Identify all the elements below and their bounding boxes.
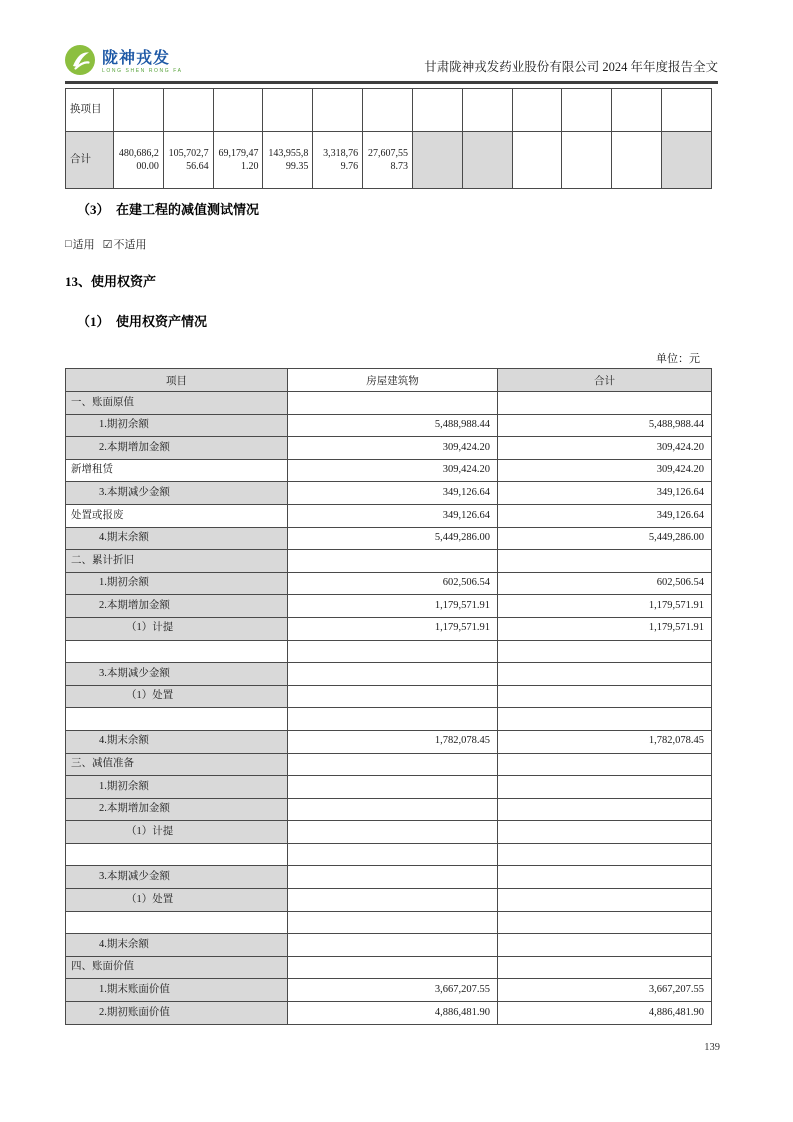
row-label-cell: 3.本期减少金额 [66, 866, 288, 889]
right-of-use-table [65, 368, 712, 1025]
value-cell: 309,424.20 [288, 437, 498, 460]
value-cell: 309,424.20 [288, 459, 498, 482]
value-cell: 5,449,286.00 [498, 527, 712, 550]
value-cell: 1,782,078.45 [288, 730, 498, 753]
table-row [66, 595, 712, 618]
value-cell: 4,886,481.90 [288, 1002, 498, 1025]
table-row [66, 798, 712, 821]
value-cell: 4,886,481.90 [498, 1002, 712, 1025]
table-row [66, 392, 712, 415]
brand-name-en: LONG SHEN RONG FA [102, 68, 183, 74]
column-header: 项目 [66, 369, 288, 392]
value-cell: 349,126.64 [288, 482, 498, 505]
table-row [66, 730, 712, 753]
value-cell [288, 640, 498, 663]
value-cell [612, 89, 662, 132]
table-row [66, 911, 712, 934]
table-row [66, 414, 712, 437]
value-cell: 5,488,988.44 [288, 414, 498, 437]
value-cell: 309,424.20 [498, 459, 712, 482]
column-header: 房屋建筑物 [288, 369, 498, 392]
row-label-cell: 合计 [66, 132, 114, 189]
row-label-cell: （1）处置 [66, 889, 288, 912]
value-cell: 1,179,571.91 [288, 595, 498, 618]
value-cell [562, 89, 612, 132]
row-label-cell: 1.期初余额 [66, 414, 288, 437]
row-label-cell: 4.期末余额 [66, 730, 288, 753]
value-cell: 349,126.64 [498, 504, 712, 527]
table-row [66, 663, 712, 686]
value-cell [114, 89, 164, 132]
value-cell [288, 685, 498, 708]
row-label-cell: 二、累计折旧 [66, 550, 288, 573]
value-cell [288, 753, 498, 776]
column-header: 合计 [498, 369, 712, 392]
row-label-cell [66, 708, 288, 731]
table-row [66, 550, 712, 573]
row-label-cell: 新增租赁 [66, 459, 288, 482]
value-cell [612, 132, 662, 189]
value-cell [498, 753, 712, 776]
value-cell [498, 889, 712, 912]
value-cell [313, 89, 363, 132]
value-cell: 1,179,571.91 [288, 617, 498, 640]
header-rule [65, 81, 718, 84]
table-row [66, 708, 712, 731]
value-cell [288, 708, 498, 731]
row-label-cell: 2.本期增加金额 [66, 798, 288, 821]
value-cell [498, 956, 712, 979]
value-cell: 349,126.64 [498, 482, 712, 505]
value-cell [462, 132, 512, 189]
value-cell [363, 89, 413, 132]
page-number: 139 [704, 1042, 720, 1053]
brand-name-cn: 陇神戎发 [102, 50, 171, 67]
value-cell [498, 708, 712, 731]
value-cell [288, 821, 498, 844]
row-label-cell: 2.本期增加金额 [66, 437, 288, 460]
table-row [66, 685, 712, 708]
value-cell [288, 663, 498, 686]
company-logo [64, 44, 183, 81]
table-row [66, 753, 712, 776]
table-row [66, 640, 712, 663]
right-of-use-heading: 13、使用权资产 [65, 274, 157, 289]
row-label-cell: 4.期末余额 [66, 934, 288, 957]
row-label-cell: 2.本期增加金额 [66, 595, 288, 618]
row-label-cell: （1）计提 [66, 617, 288, 640]
value-cell: 3,667,207.55 [498, 979, 712, 1002]
row-label-cell: 1.期初余额 [66, 776, 288, 799]
table-row [66, 527, 712, 550]
table-row [66, 617, 712, 640]
value-cell [288, 956, 498, 979]
row-label-cell: 换项目 [66, 89, 114, 132]
table-row [66, 437, 712, 460]
value-cell [512, 89, 562, 132]
table-row [66, 482, 712, 505]
value-cell: 480,686,200.00 [114, 132, 164, 189]
table-row [66, 459, 712, 482]
row-label-cell [66, 911, 288, 934]
value-cell: 105,702,756.64 [163, 132, 213, 189]
value-cell: 3,318,769.76 [313, 132, 363, 189]
applicable-option [65, 236, 95, 252]
table-row [66, 934, 712, 957]
value-cell [462, 89, 512, 132]
value-cell [498, 798, 712, 821]
right-of-use-sub-heading: （1） 使用权资产情况 [77, 314, 208, 329]
row-label-cell: （1）计提 [66, 821, 288, 844]
table-row [66, 776, 712, 799]
row-label-cell [66, 640, 288, 663]
table-row [66, 821, 712, 844]
row-label-cell: 三、减值准备 [66, 753, 288, 776]
not-applicable-option [103, 236, 147, 252]
report-title: 甘肃陇神戎发药业股份有限公司 2024 年年度报告全文 [424, 60, 718, 74]
value-cell: 309,424.20 [498, 437, 712, 460]
table-row [66, 889, 712, 912]
table-row [66, 843, 712, 866]
table-row [66, 132, 712, 189]
value-cell [498, 776, 712, 799]
row-label-cell: 四、账面价值 [66, 956, 288, 979]
value-cell [498, 821, 712, 844]
row-label-cell: 一、账面原值 [66, 392, 288, 415]
value-cell [288, 776, 498, 799]
value-cell [288, 798, 498, 821]
value-cell [288, 934, 498, 957]
value-cell: 1,179,571.91 [498, 595, 712, 618]
value-cell: 1,179,571.91 [498, 617, 712, 640]
table-row [66, 504, 712, 527]
row-label-cell: 1.期初余额 [66, 572, 288, 595]
applicable-label: 适用 [72, 239, 95, 251]
value-cell [412, 89, 462, 132]
value-cell [498, 392, 712, 415]
logo-leaf-icon [64, 44, 96, 81]
row-label-cell: （1）处置 [66, 685, 288, 708]
value-cell [288, 843, 498, 866]
value-cell [498, 550, 712, 573]
value-cell: 349,126.64 [288, 504, 498, 527]
value-cell: 5,488,988.44 [498, 414, 712, 437]
value-cell: 69,179,471.20 [213, 132, 263, 189]
value-cell [263, 89, 313, 132]
row-label-cell: 处置或报废 [66, 504, 288, 527]
row-label-cell: 3.本期减少金额 [66, 663, 288, 686]
table-row [66, 572, 712, 595]
value-cell [498, 934, 712, 957]
row-label-cell: 4.期末余额 [66, 527, 288, 550]
value-cell [412, 132, 462, 189]
applicability-line [65, 236, 147, 252]
table-row [66, 956, 712, 979]
value-cell [662, 89, 712, 132]
value-cell [498, 911, 712, 934]
value-cell [662, 132, 712, 189]
value-cell [288, 866, 498, 889]
table-row [66, 979, 712, 1002]
row-label-cell: 1.期末账面价值 [66, 979, 288, 1002]
table-row [66, 866, 712, 889]
not-applicable-label: 不适用 [113, 239, 147, 251]
value-cell: 1,782,078.45 [498, 730, 712, 753]
value-cell [498, 640, 712, 663]
value-cell [498, 866, 712, 889]
row-label-cell: 3.本期减少金额 [66, 482, 288, 505]
value-cell: 143,955,899.35 [263, 132, 313, 189]
value-cell [562, 132, 612, 189]
value-cell [498, 685, 712, 708]
value-cell [288, 889, 498, 912]
table-row [66, 89, 712, 132]
value-cell: 5,449,286.00 [288, 527, 498, 550]
value-cell [163, 89, 213, 132]
checkbox-checked-icon: ☑ [102, 238, 113, 251]
value-cell: 3,667,207.55 [288, 979, 498, 1002]
value-cell: 27,607,558.73 [363, 132, 413, 189]
carryover-table [65, 88, 712, 189]
value-cell [512, 132, 562, 189]
checkbox-unchecked-icon: □ [65, 238, 72, 250]
value-cell [498, 843, 712, 866]
value-cell [498, 663, 712, 686]
row-label-cell: 2.期初账面价值 [66, 1002, 288, 1025]
value-cell [288, 550, 498, 573]
row-label-cell [66, 843, 288, 866]
value-cell: 602,506.54 [498, 572, 712, 595]
value-cell [288, 911, 498, 934]
header-row [66, 369, 712, 392]
impairment-test-heading: （3） 在建工程的减值测试情况 [77, 202, 260, 217]
value-cell: 602,506.54 [288, 572, 498, 595]
unit-label: 单位：元 [656, 353, 700, 365]
value-cell [288, 392, 498, 415]
table-row [66, 1002, 712, 1025]
value-cell [213, 89, 263, 132]
